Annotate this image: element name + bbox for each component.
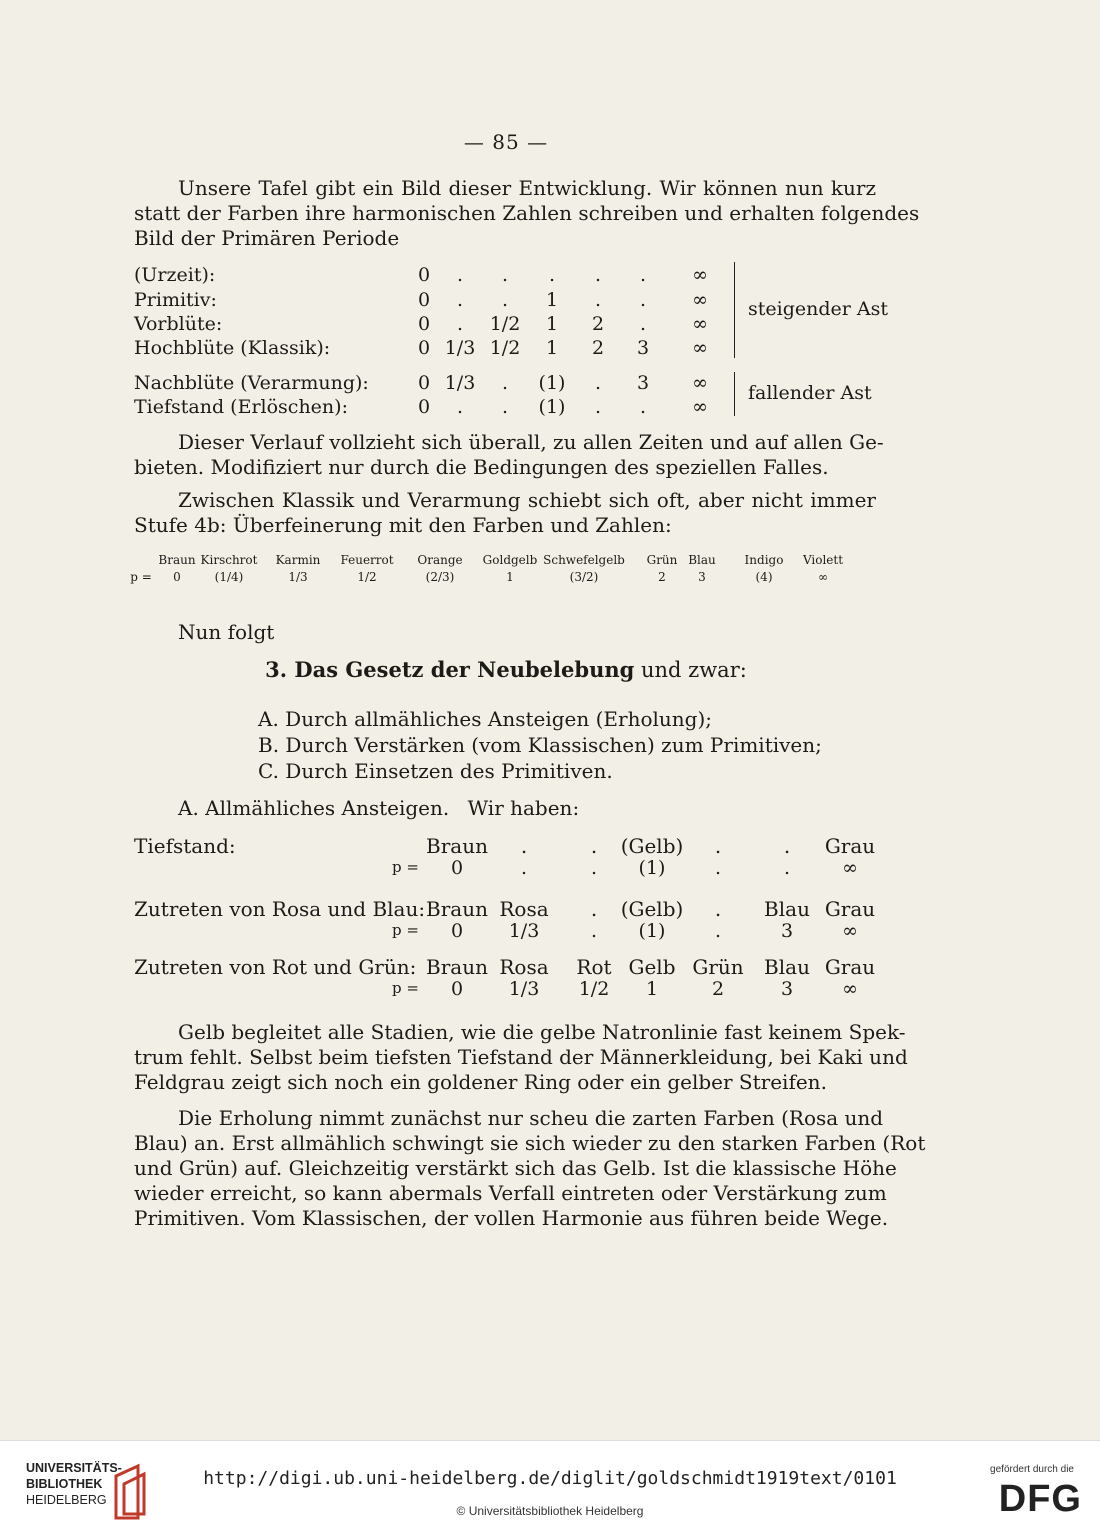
period-value: 1/3 xyxy=(444,372,476,394)
stage-value: . xyxy=(590,857,598,879)
p-label: p = xyxy=(392,858,419,876)
period-value: (1) xyxy=(538,396,566,418)
period-value: . xyxy=(594,264,602,286)
intro-paragraph xyxy=(134,176,920,251)
stage-color: . xyxy=(714,897,722,921)
color-name: Karmin xyxy=(275,553,321,567)
text-line: Unsere Tafel gibt ein Bild dieser Entwicklung. Wir können nun kurz xyxy=(178,176,876,200)
text-line: bieten. Modifiziert nur durch die Bedingungen des speziellen Falles. xyxy=(134,455,829,479)
stage-value: . xyxy=(590,920,598,942)
stage-value: ∞ xyxy=(842,857,858,879)
period-value: . xyxy=(501,289,509,311)
text-line: wieder erreicht, so kann abermals Verfall eintreten oder Verstärkung zum xyxy=(134,1181,887,1205)
period-value: . xyxy=(456,289,464,311)
period-value: 0 xyxy=(417,372,431,394)
period-value: . xyxy=(456,396,464,418)
stage-value: . xyxy=(520,857,528,879)
color-name: Braun xyxy=(158,553,196,567)
stage-color: Blau xyxy=(764,897,810,921)
brace-label-falling: fallender Ast xyxy=(748,382,872,404)
period-value: 2 xyxy=(591,337,605,359)
color-name: Goldgelb xyxy=(482,553,538,567)
period-value: 0 xyxy=(417,289,431,311)
period-value: . xyxy=(639,313,647,335)
stage-color: Braun xyxy=(426,834,488,858)
period-value: 0 xyxy=(417,337,431,359)
text-line: Die Erholung nimmt zunächst nur scheu die zarten Farben (Rosa und xyxy=(178,1106,884,1130)
period-value: (1) xyxy=(538,372,566,394)
color-name: Kirschrot xyxy=(200,553,258,567)
period-value: 0 xyxy=(417,313,431,335)
period-label: Vorblüte: xyxy=(134,313,223,335)
stage-color: Braun xyxy=(426,955,488,979)
library-name-line: BIBLIOTHEK xyxy=(26,1477,103,1491)
library-name-line: UNIVERSITÄTS- xyxy=(26,1461,122,1475)
period-value: 1 xyxy=(545,337,559,359)
period-value: 1 xyxy=(545,289,559,311)
stage-value: 0 xyxy=(450,920,464,942)
stage-color: (Gelb) xyxy=(620,897,684,921)
stage-value: ∞ xyxy=(842,978,858,1000)
period-label: Nachblüte (Verarmung): xyxy=(134,372,369,394)
period-value: . xyxy=(594,372,602,394)
period-value: . xyxy=(639,396,647,418)
period-value: . xyxy=(639,289,647,311)
stage-label: Tiefstand: xyxy=(134,834,236,858)
period-value: 1/2 xyxy=(489,337,521,359)
p-label: p = xyxy=(130,570,152,584)
color-value: 3 xyxy=(698,570,706,584)
stage-value: . xyxy=(783,857,791,879)
brace-label-rising: steigender Ast xyxy=(748,298,888,320)
period-value: . xyxy=(594,289,602,311)
stage-value: 1/3 xyxy=(508,920,540,942)
stage-color: . xyxy=(714,834,722,858)
stage-color: Blau xyxy=(764,955,810,979)
stage-value: . xyxy=(714,920,722,942)
text-line: trum fehlt. Selbst beim tiefsten Tiefstand der Männerkleidung, bei Kaki und xyxy=(134,1045,908,1069)
brace-falling xyxy=(734,372,735,416)
text-line: statt der Farben ihre harmonischen Zahlen schreiben und erhalten folgendes xyxy=(134,201,920,225)
color-value: ∞ xyxy=(818,570,828,584)
period-value: . xyxy=(456,313,464,335)
color-name: Schwefelgelb xyxy=(543,553,625,567)
text-line: Primitiven. Vom Klassischen, der vollen Harmonie aus führen beide Wege. xyxy=(134,1206,889,1230)
stage-color: Grau xyxy=(824,897,876,921)
period-value: . xyxy=(501,264,509,286)
nun-folgt: Nun folgt xyxy=(178,620,275,644)
list-item: B. Durch Verstärken (vom Klassischen) zum Primitiven; xyxy=(258,733,822,757)
stage-color: Grün xyxy=(692,955,744,979)
section-a-wir-haben: Wir haben: xyxy=(467,796,580,820)
period-label: (Urzeit): xyxy=(134,264,216,286)
stage-value: 1/2 xyxy=(578,978,610,1000)
page-number: — 85 — xyxy=(463,130,549,154)
period-value: 3 xyxy=(636,372,650,394)
text-line: Dieser Verlauf vollzieht sich überall, zu allen Zeiten und auf allen Ge- xyxy=(178,430,884,454)
text-line: Stufe 4b: Überfeinerung mit den Farben und Zahlen: xyxy=(134,513,672,537)
stage-color: Rot xyxy=(576,955,612,979)
color-value: 1 xyxy=(506,570,514,584)
period-value: ∞ xyxy=(692,372,708,394)
section-heading xyxy=(0,657,1012,682)
period-label: Tiefstand (Erlöschen): xyxy=(134,396,348,418)
p-label: p = xyxy=(392,979,419,997)
period-value: 3 xyxy=(636,337,650,359)
brace-rising xyxy=(734,262,735,358)
stage-color: . xyxy=(590,897,598,921)
stage-color: . xyxy=(520,834,528,858)
stage-color: (Gelb) xyxy=(620,834,684,858)
text-line: Blau) an. Erst allmählich schwingt sie sich wieder zu den starken Farben (Rot xyxy=(134,1131,926,1155)
stage-color: Rosa xyxy=(499,955,549,979)
color-value: 2 xyxy=(658,570,666,584)
color-value: 1/2 xyxy=(357,570,377,584)
period-label: Hochblüte (Klassik): xyxy=(134,337,331,359)
period-value: 0 xyxy=(417,396,431,418)
color-value: 0 xyxy=(173,570,181,584)
permalink-url[interactable]: http://digi.ub.uni-heidelberg.de/diglit/goldschmidt1919text/0101 xyxy=(203,1468,897,1489)
color-value: (1/4) xyxy=(214,570,244,584)
period-value: ∞ xyxy=(692,264,708,286)
period-value: . xyxy=(594,396,602,418)
paragraph-verlauf xyxy=(134,430,884,480)
text-line: Feldgrau zeigt sich noch ein goldener Ring oder ein gelber Streifen. xyxy=(134,1070,827,1094)
section-a-title-text: A. Allmähliches Ansteigen. xyxy=(178,796,450,820)
period-value: 1/2 xyxy=(489,313,521,335)
period-label: Primitiv: xyxy=(134,289,217,311)
paragraph-erholung xyxy=(134,1106,926,1231)
text-line: Zwischen Klassik und Verarmung schiebt sich oft, aber nicht immer xyxy=(178,488,876,512)
text-line: Gelb begleitet alle Stadien, wie die gelbe Natronlinie fast keinem Spek- xyxy=(178,1020,906,1044)
stage-value: 3 xyxy=(780,978,794,1000)
color-name: Orange xyxy=(417,553,463,567)
period-value: ∞ xyxy=(692,337,708,359)
dfg-logo[interactable]: DFG xyxy=(998,1478,1082,1520)
period-value: ∞ xyxy=(692,313,708,335)
stage-value: (1) xyxy=(638,920,666,942)
period-value: 0 xyxy=(417,264,431,286)
stage-value: 2 xyxy=(711,978,725,1000)
period-value: 1/3 xyxy=(444,337,476,359)
period-value: ∞ xyxy=(692,396,708,418)
period-value: . xyxy=(548,264,556,286)
color-name: Grün xyxy=(646,553,678,567)
heading-title: 3. Das Gesetz der Neubelebung xyxy=(265,657,635,682)
stage-value: 1/3 xyxy=(508,978,540,1000)
stage-value: 0 xyxy=(450,857,464,879)
method-list xyxy=(258,706,822,784)
period-value: ∞ xyxy=(692,289,708,311)
funding-note: gefördert durch die xyxy=(990,1464,1074,1475)
text-line: und Grün) auf. Gleichzeitig verstärkt sich das Gelb. Ist die klassische Höhe xyxy=(134,1156,897,1180)
stage-value: . xyxy=(714,857,722,879)
color-value: (4) xyxy=(755,570,773,584)
list-item: A. Durch allmähliches Ansteigen (Erholung); xyxy=(258,707,713,731)
period-value: 2 xyxy=(591,313,605,335)
color-value: (2/3) xyxy=(425,570,455,584)
stage-color: Grau xyxy=(824,955,876,979)
color-name: Feuerrot xyxy=(340,553,394,567)
color-name: Blau xyxy=(688,553,716,567)
color-name: Violett xyxy=(802,553,844,567)
text-line: Bild der Primären Periode xyxy=(134,226,400,250)
section-a-title xyxy=(178,796,579,820)
heading-rest: und zwar: xyxy=(634,658,747,682)
period-value: . xyxy=(501,372,509,394)
color-value: 1/3 xyxy=(288,570,308,584)
stage-color: . xyxy=(590,834,598,858)
stage-value: 1 xyxy=(645,978,659,1000)
color-value: (3/2) xyxy=(569,570,599,584)
library-name-line: HEIDELBERG xyxy=(26,1493,107,1507)
copyright-notice: © Universitätsbibliothek Heidelberg xyxy=(456,1504,644,1518)
stage-color: Rosa xyxy=(499,897,549,921)
list-item: C. Durch Einsetzen des Primitiven. xyxy=(258,759,613,783)
period-value: . xyxy=(456,264,464,286)
p-label: p = xyxy=(392,921,419,939)
stage-label: Zutreten von Rot und Grün: xyxy=(134,955,417,979)
stage-color: . xyxy=(783,834,791,858)
stage-value: 0 xyxy=(450,978,464,1000)
color-name: Indigo xyxy=(744,553,784,567)
period-value: . xyxy=(501,396,509,418)
stage-value: ∞ xyxy=(842,920,858,942)
stage-color: Grau xyxy=(824,834,876,858)
stage-color: Gelb xyxy=(628,955,676,979)
paragraph-gelb xyxy=(134,1020,908,1095)
period-value: . xyxy=(639,264,647,286)
paragraph-zwischen xyxy=(134,488,876,538)
stage-color: Braun xyxy=(426,897,488,921)
stage-label: Zutreten von Rosa und Blau: xyxy=(134,897,426,921)
stage-value: 3 xyxy=(780,920,794,942)
period-value: 1 xyxy=(545,313,559,335)
stage-value: (1) xyxy=(638,857,666,879)
